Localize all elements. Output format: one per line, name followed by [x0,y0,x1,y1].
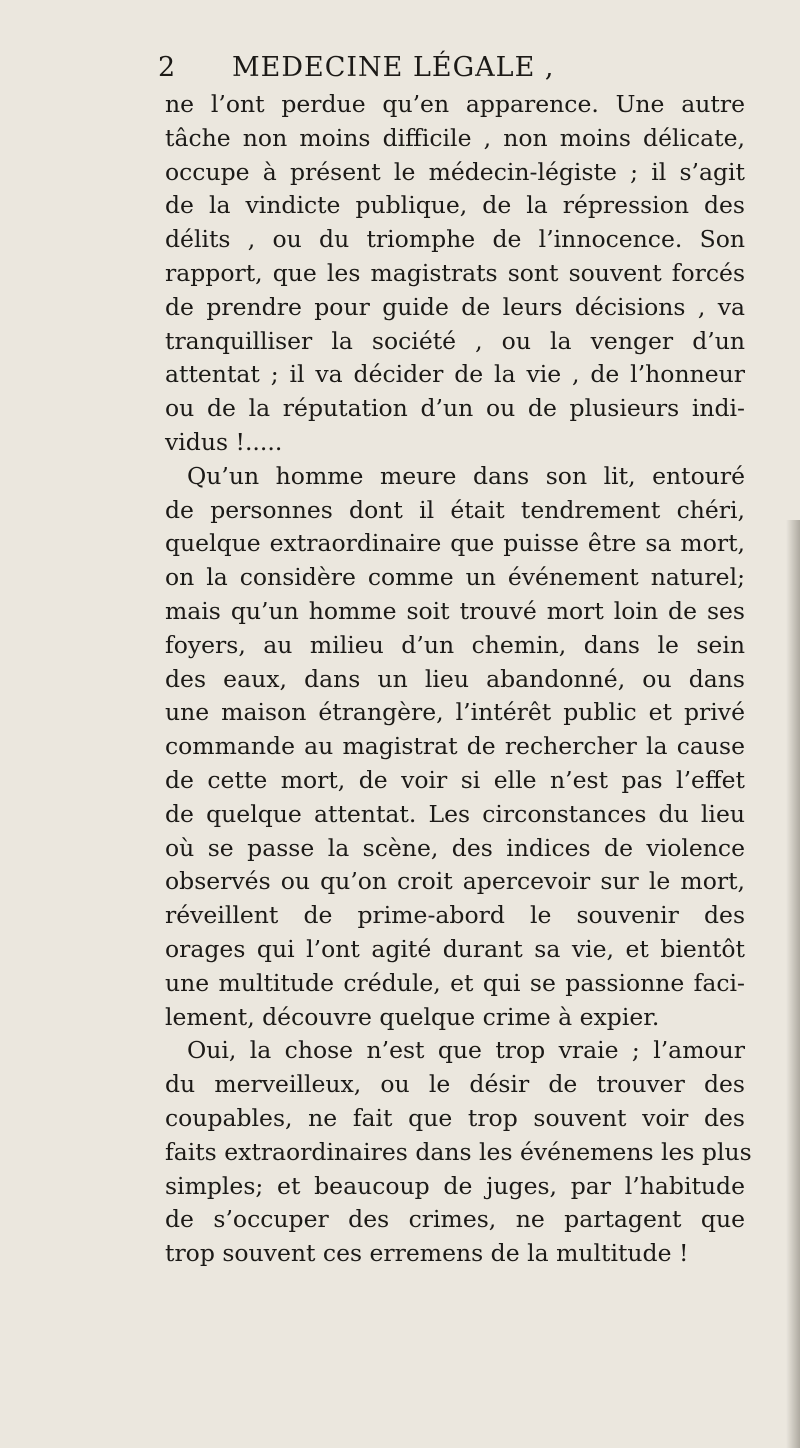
text-line: commande au magistrat de rechercher la cause [165,732,745,761]
page-header [158,52,718,92]
text-line: foyers, au milieu d’un chemin, dans le sein [165,630,745,659]
text-line: faits extraordinaires dans les événemens les plus [165,1137,752,1166]
text-line: mais qu’un homme soit trouvé mort loin de ses [165,596,745,625]
text-line: quelque extraordinaire que puisse être sa mort, [165,529,745,558]
text-line: ou de la réputation d’un ou de plusieurs indi- [165,394,745,423]
page-edge-shadow [786,520,800,1448]
text-line: attentat ; il va décider de la vie , de l’honneur [165,360,745,389]
text-line: lement, découvre quelque crime à expier. [165,1002,660,1031]
page-number: 2 [158,52,177,83]
text-line: vidus !..... [165,427,283,456]
text-line: simples; et beaucoup de juges, par l’habitude [165,1171,745,1200]
text-line: une maison étrangère, l’intérêt public et privé [165,698,745,727]
body-text [165,88,752,1271]
text-line: réveillent de prime-abord le souvenir des [165,901,745,930]
text-line: coupables, ne fait que trop souvent voir des [165,1103,745,1132]
text-line: du merveilleux, ou le désir de trouver des [165,1070,745,1099]
text-line: de la vindicte publique, de la répression des [165,191,745,220]
text-line: observés ou qu’on croit apercevoir sur le mort, [165,867,745,896]
text-line: de s’occuper des crimes, ne partagent que [165,1205,745,1234]
text-line: de cette mort, de voir si elle n’est pas l’effet [165,765,745,794]
text-line: Oui, la chose n’est que trop vraie ; l’amour [187,1036,745,1065]
text-line: trop souvent ces erremens de la multitude ! [165,1239,689,1268]
text-line: de personnes dont il était tendrement chéri, [165,495,745,524]
text-line: de prendre pour guide de leurs décisions , va [165,292,745,321]
text-line: de quelque attentat. Les circonstances du lieu [165,799,745,828]
text-line: orages qui l’ont agité durant sa vie, et bientôt [165,934,745,963]
text-line: une multitude crédule, et qui se passionne faci- [165,968,745,997]
text-line: des eaux, dans un lieu abandonné, ou dans [165,664,745,693]
text-line: délits , ou du triomphe de l’innocence. Son [165,225,745,254]
running-title: MEDECINE LÉGALE , [232,52,555,83]
text-line: Qu’un homme meure dans son lit, entouré [187,461,745,490]
text-line: on la considère comme un événement naturel; [165,563,745,592]
text-line: tâche non moins difficile , non moins délicate, [165,123,745,152]
text-line: occupe à présent le médecin-légiste ; il s’agit [165,157,745,186]
text-line: rapport, que les magistrats sont souvent forcés [165,258,745,287]
text-line: ne l’ont perdue qu’en apparence. Une autre [165,90,745,118]
text-line: tranquilliser la société , ou la venger d’un [165,326,745,355]
text-line: où se passe la scène, des indices de violence [165,833,745,862]
